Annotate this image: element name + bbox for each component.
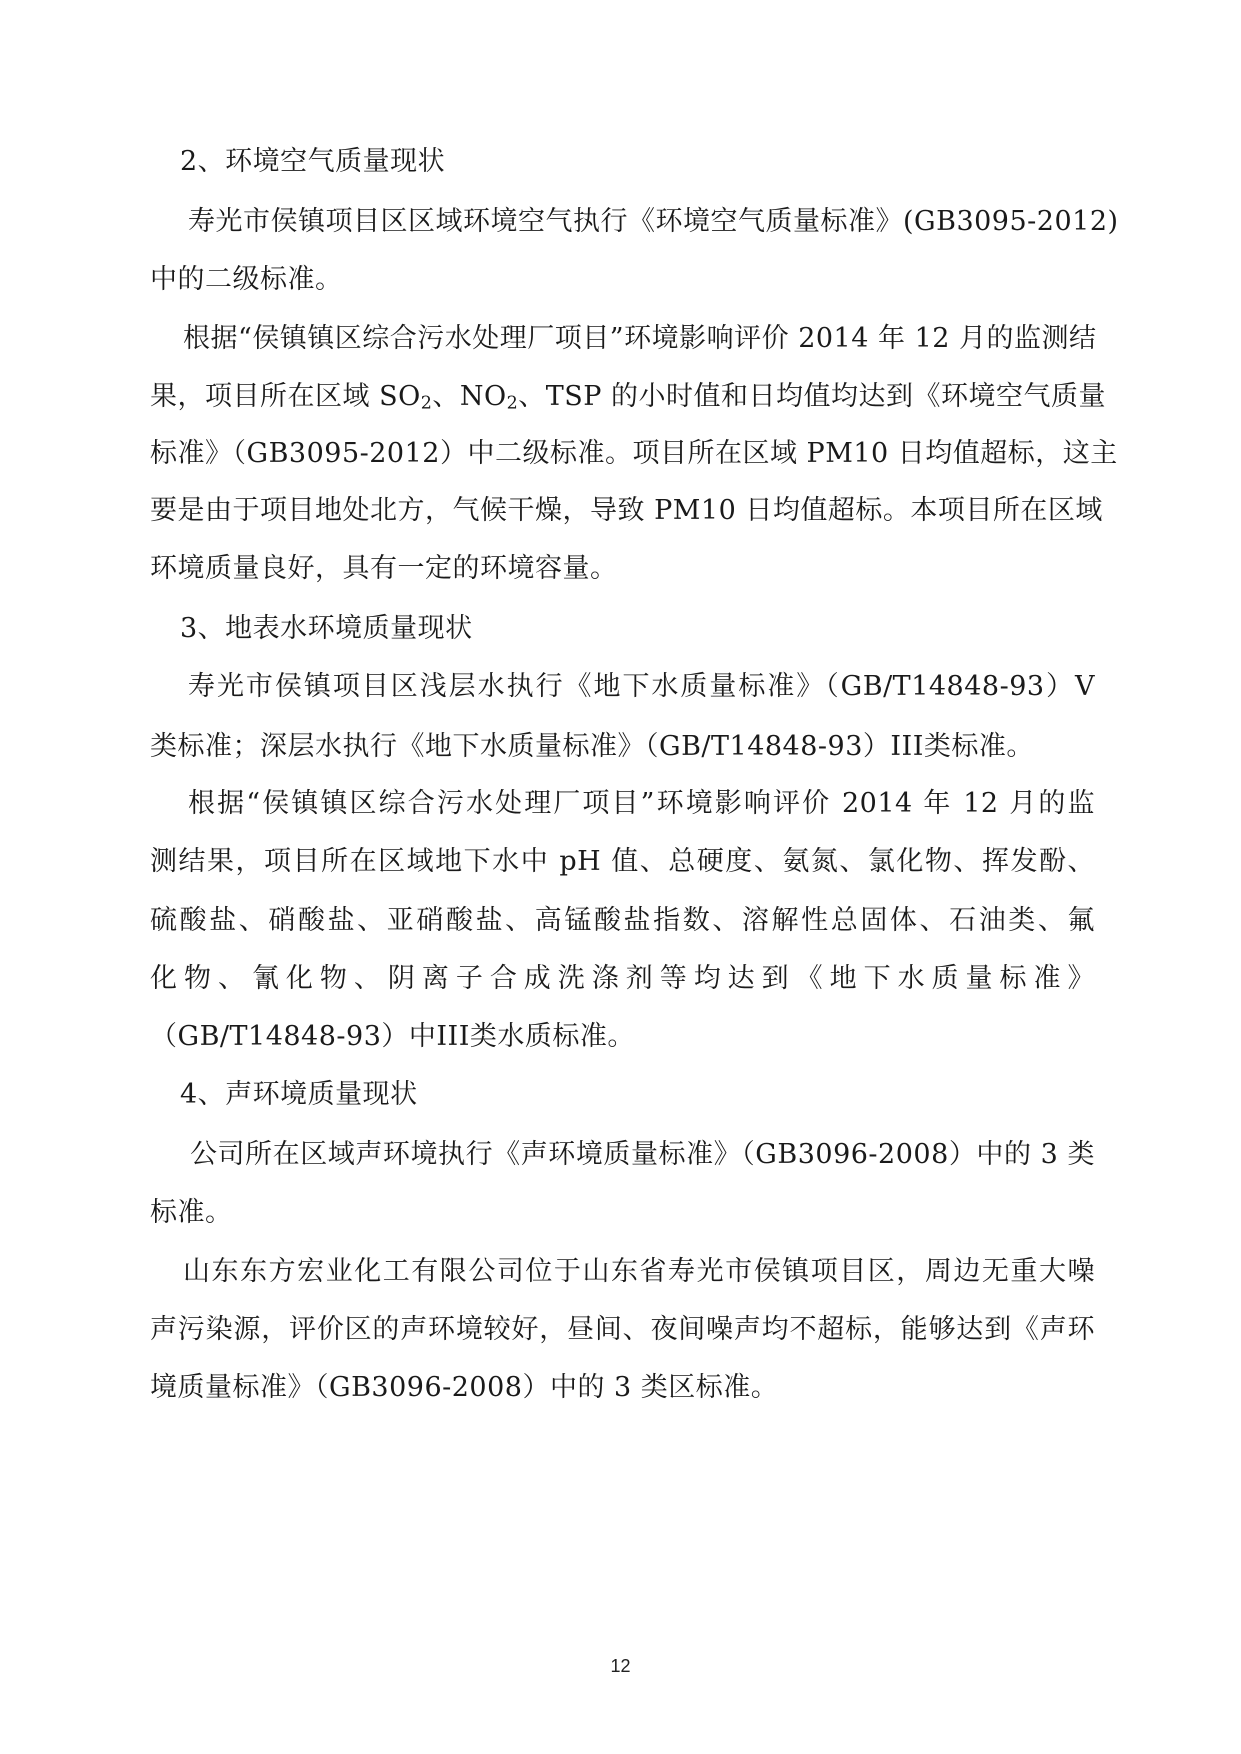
paragraph-line: 根据“侯镇镇区综合污水处理厂项目”环境影响评价 2014 年 12 月的监 xyxy=(188,788,1095,819)
paragraph-line: 寿光市侯镇项目区浅层水执行《地下水质量标准》（GB/T14848-93）V xyxy=(188,671,1095,702)
paragraph-line: 硫酸盐、硝酸盐、亚硝酸盐、高锰酸盐指数、溶解性总固体、石油类、氟 xyxy=(150,905,1095,936)
section-heading-water: 3、地表水环境质量现状 xyxy=(180,613,473,644)
section-heading-noise: 4、声环境质量现状 xyxy=(180,1079,418,1110)
paragraph-line: 声污染源，评价区的声环境较好，昼间、夜间噪声均不超标，能够达到《声环 xyxy=(150,1314,1095,1345)
paragraph-line: 寿光市侯镇项目区区域环境空气执行《环境空气质量标准》(GB3095-2012) xyxy=(188,206,1119,237)
paragraph-line: 环境质量良好，具有一定的环境容量。 xyxy=(150,553,618,584)
paragraph-line: 化物、氰化物、阴离子合成洗涤剂等均达到《地下水质量标准》 xyxy=(150,963,1095,994)
page-number: 12 xyxy=(610,1656,631,1676)
paragraph-line: 山东东方宏业化工有限公司位于山东省寿光市侯镇项目区，周边无重大噪 xyxy=(183,1256,1095,1287)
paragraph-line: 类标准；深层水执行《地下水质量标准》（GB/T14848-93）III类标准。 xyxy=(150,731,1034,762)
paragraph-line: （GB/T14848-93）中III类水质标准。 xyxy=(150,1021,635,1052)
paragraph-line: 公司所在区域声环境执行《声环境质量标准》（GB3096-2008）中的 3 类 xyxy=(190,1139,1095,1170)
paragraph-line: 根据“侯镇镇区综合污水处理厂项目”环境影响评价 2014 年 12 月的监测结 xyxy=(183,323,1097,354)
paragraph-line: 标准》（GB3095-2012）中二级标准。项目所在区域 PM10 日均值超标，这主 xyxy=(150,438,1118,469)
paragraph-line: 标准。 xyxy=(150,1197,233,1228)
paragraph-line: 要是由于项目地处北方，气候干燥，导致 PM10 日均值超标。本项目所在区域 xyxy=(150,495,1103,526)
paragraph-line: 中的二级标准。 xyxy=(150,264,343,295)
section-heading-air: 2、环境空气质量现状 xyxy=(180,146,446,177)
paragraph-line: 境质量标准》（GB3096-2008）中的 3 类区标准。 xyxy=(150,1372,779,1403)
paragraph-line-with-subscripts: 果，项目所在区域 $SO_2$、$NO_2$、TSP 的小时值和日均值均达到《环境空气质量 xyxy=(150,381,1107,414)
paragraph-line: 测结果，项目所在区域地下水中 pH 值、总硬度、氨氮、氯化物、挥发酚、 xyxy=(150,846,1095,877)
